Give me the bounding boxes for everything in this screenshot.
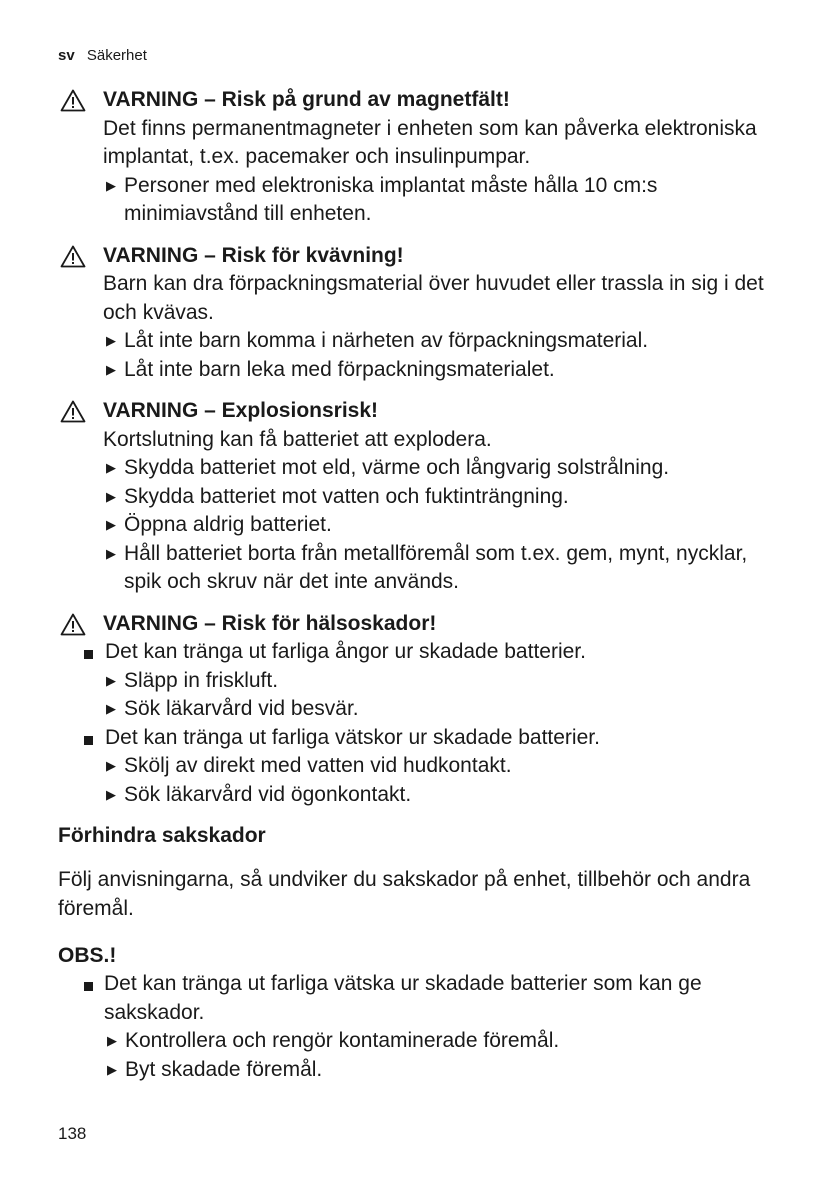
- warning-health: [58, 610, 788, 810]
- warning-title: VARNING – Risk på grund av magnetfält!: [103, 88, 510, 111]
- warning-triangle-icon: [60, 400, 86, 423]
- action-item: ▶ Skydda batteriet mot eld, värme och långvarig solstrålning.: [103, 454, 788, 483]
- warning-explosion: [58, 397, 788, 597]
- action-item: ▶ Släpp in friskluft.: [103, 667, 788, 696]
- warning-suffocation: [58, 242, 788, 385]
- warning-title: VARNING – Risk för hälsoskador!: [103, 611, 437, 635]
- notice-title: OBS.!: [58, 944, 117, 967]
- page-content: [58, 86, 788, 1084]
- action-item: ▶ Öppna aldrig batteriet.: [103, 511, 788, 540]
- action-item: ▶ Låt inte barn komma i närheten av förpackningsmaterial.: [103, 327, 788, 356]
- warning-magnetic: [58, 86, 788, 229]
- warning-triangle-icon: [60, 89, 86, 112]
- arrow-icon: ▶: [106, 333, 116, 348]
- bullet-item: Det kan tränga ut farliga ångor ur skadade batterier.: [82, 638, 788, 667]
- arrow-icon: ▶: [106, 517, 116, 532]
- warning-text: Det finns permanentmagneter i enheten som kan påverka elektroniska implantat, t.ex. pacemaker och insulinpumpar.: [103, 116, 757, 168]
- warning-text: Kortslutning kan få batteriet att explodera.: [103, 427, 492, 451]
- square-bullet-icon: [84, 736, 93, 745]
- warning-triangle-icon: [60, 613, 86, 636]
- action-item: ▶ Kontrollera och rengör kontaminerade föremål.: [104, 1027, 788, 1056]
- bullet-item: Det kan tränga ut farliga vätska ur skadade batterier som kan ge sakskador.: [82, 970, 788, 1027]
- page-number: 138: [58, 1124, 87, 1143]
- arrow-icon: ▶: [106, 758, 116, 773]
- section-heading: Förhindra sakskador: [58, 824, 266, 847]
- action-item: ▶ Skölj av direkt med vatten vid hudkontakt.: [103, 752, 788, 781]
- arrow-icon: ▶: [106, 701, 116, 716]
- arrow-icon: ▶: [106, 361, 116, 377]
- section-paragraph: Följ anvisningarna, så undviker du sakskador på enhet, tillbehör och andra föremål.: [58, 868, 751, 920]
- action-item: ▶ Byt skadade föremål.: [104, 1056, 788, 1085]
- warning-text: Barn kan dra förpackningsmaterial över huvudet eller trassla in sig i det och kvävas.: [103, 272, 764, 324]
- bullet-item: Det kan tränga ut farliga vätskor ur skadade batterier.: [82, 724, 788, 753]
- page-header: [58, 47, 147, 65]
- arrow-icon: ▶: [106, 545, 116, 561]
- arrow-icon: ▶: [106, 672, 116, 688]
- arrow-icon: ▶: [107, 1061, 117, 1077]
- action-item: ▶ Sök läkarvård vid ögonkontakt.: [103, 781, 788, 810]
- action-item: ▶ Sök läkarvård vid besvär.: [103, 695, 788, 724]
- arrow-icon: ▶: [106, 786, 116, 802]
- arrow-icon: ▶: [106, 460, 116, 475]
- square-bullet-icon: [84, 650, 93, 659]
- action-item: ▶ Personer med elektroniska implantat måste hålla 10 cm:s minimiavstånd till enheten.: [106, 173, 658, 225]
- warning-title: VARNING – Explosionsrisk!: [103, 399, 379, 422]
- language-code: sv: [58, 47, 75, 64]
- arrow-icon: ▶: [107, 1033, 117, 1048]
- warning-triangle-icon: [60, 245, 86, 268]
- arrow-icon: ▶: [106, 488, 116, 504]
- action-item: ▶ Skydda batteriet mot vatten och fuktinträngning.: [103, 483, 788, 512]
- square-bullet-icon: [84, 982, 93, 991]
- notice-block: [58, 970, 788, 1084]
- section-name: Säkerhet: [86, 47, 147, 64]
- warning-title: VARNING – Risk för kvävning!: [103, 243, 404, 267]
- action-item: ▶ Håll batteriet borta från metallföremål som t.ex. gem, mynt, nycklar, spik och skruv när det inte används.: [106, 541, 748, 593]
- arrow-icon: ▶: [106, 177, 116, 193]
- action-item: ▶ Låt inte barn leka med förpackningsmaterialet.: [103, 356, 788, 385]
